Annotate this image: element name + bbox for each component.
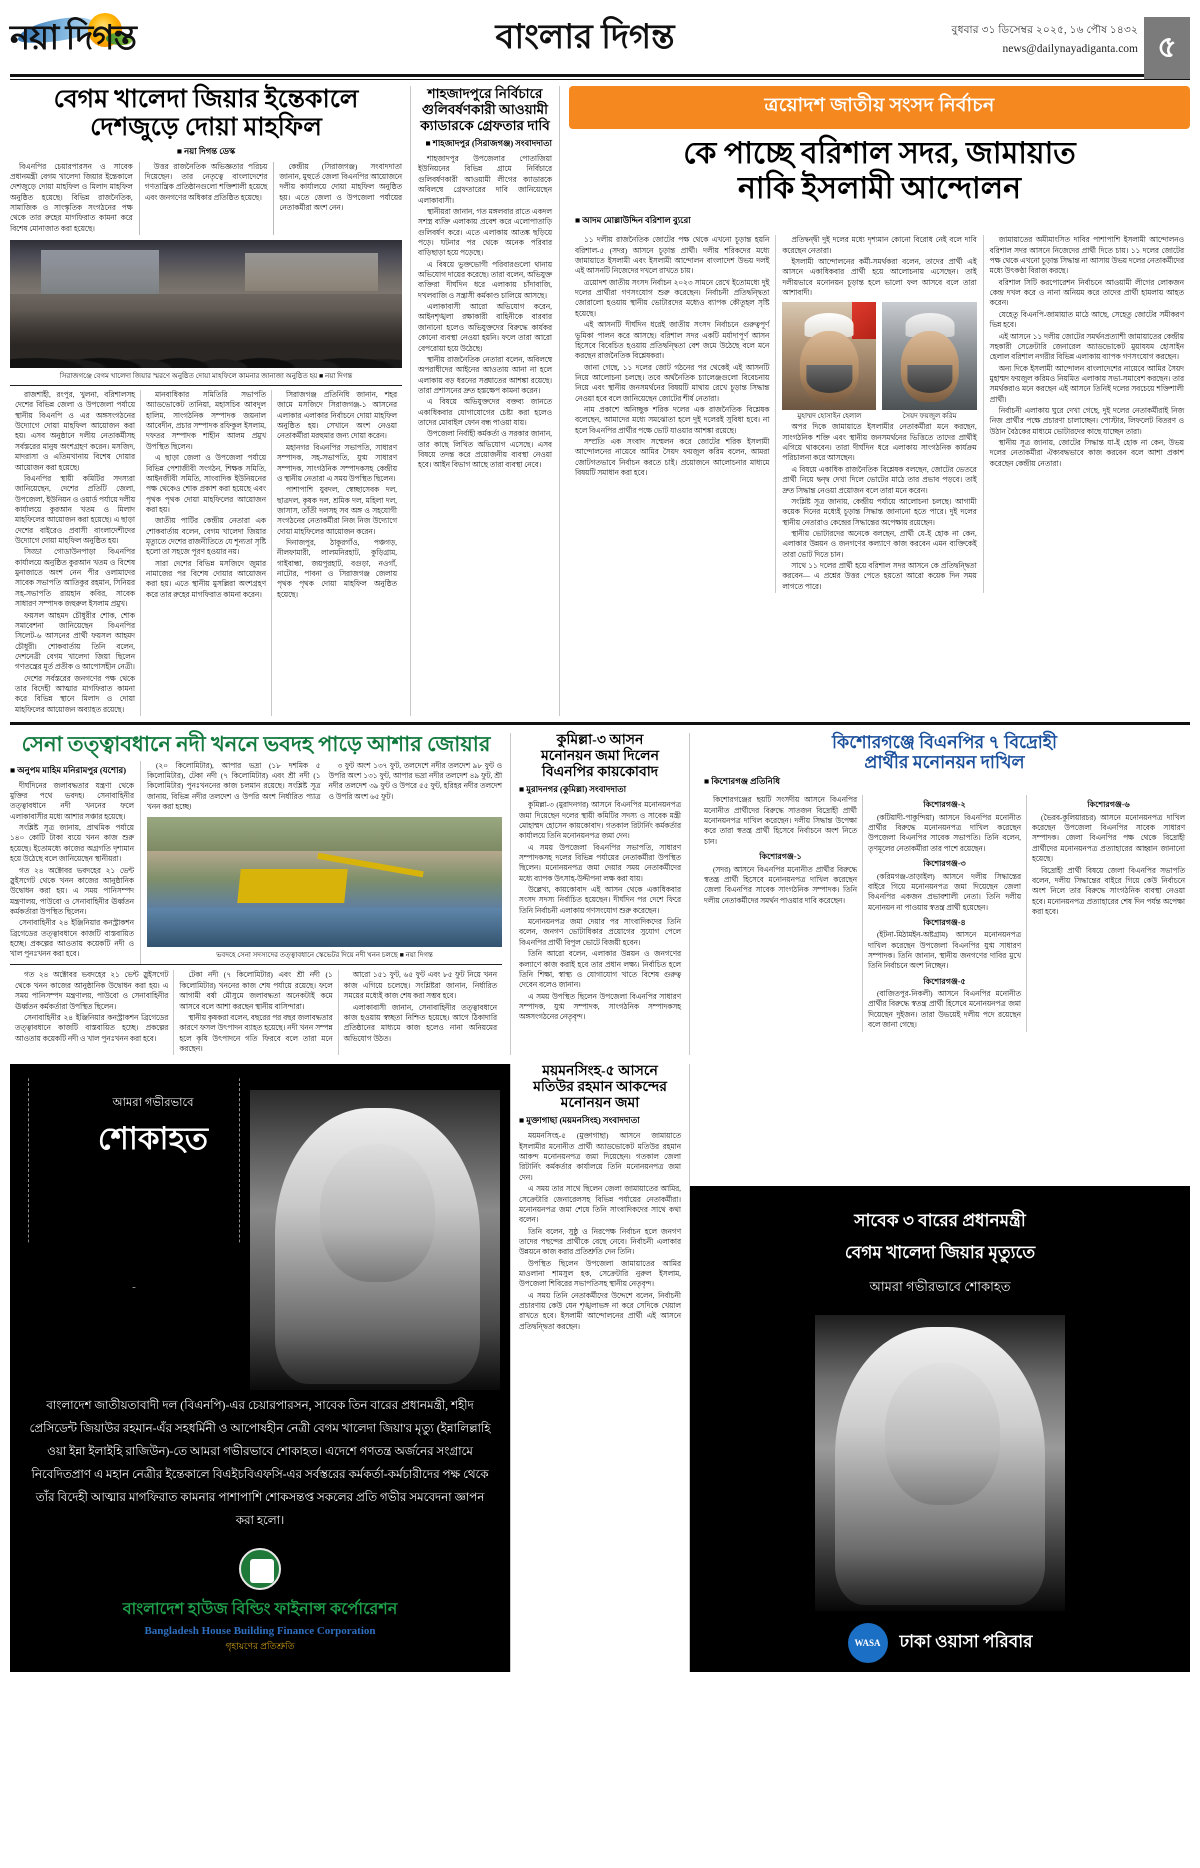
paragraph: এ ছাড়া জেলা ও উপজেলা পর্যায়ে বিভিন্ন পেশাজীবী সংগঠন, শিক্ষক সমিতি, আইনজীবী সমিতি, সাংবাদিক ইউনিয়নের পক্ষ থেকেও শোক প্রকাশ করা হয়েছে এবং পৃথক পৃথক দোয়া মাহফিলের আয়োজন করা হয়।: [146, 453, 266, 514]
paragraph: এই আসনটি দীর্ঘদিন ধরেই জাতীয় সংসদ নির্বাচনে গুরুত্বপূর্ণ ভূমিকা পালন করে আসছে। বরিশাল সদর একটি মর্যাদাপূর্ণ আসন হিসেবে বিবেচিত হওয়ায় প্রতিদ্বন্দ্বিতা বেশ জমে উঠেছে বলে মনে করছেন রাজনৈতিক বিশ্লেষকরা।: [575, 320, 770, 361]
cumilla-headline-line3: বিএনপির কায়কোবাদ: [541, 764, 659, 780]
paragraph: শাহজাদপুর উপজেলার পোতাজিয়া ইউনিয়নের বিভিন্ন গ্রামে নির্বিচারে গুলিবর্ষণকারী আওয়ামী লীগের ক্যাডারকে অবিলম্বে গ্রেফতারের দাবি জানিয়েছেন এলাকাবাসী।: [418, 154, 552, 205]
khaleda-col-2: [140, 390, 271, 716]
paragraph: (ইটনা-মিঠামইন-অষ্টগ্রাম) আসনে মনোনয়নপত্র দাখিল করেছেন উপজেলা বিএনপির যুগ্ম সাধারণ সম্পাদক। তিনি জানান, স্থানীয় জনগণের দাবির মুখে তিনি নির্বাচনে অংশ নিচ্ছেন।: [868, 930, 1021, 971]
mid-region: [10, 733, 1190, 1055]
paragraph: সম্প্রতি এক সংবাদ সম্মেলন করে জোটের শরিক ইসলামী আন্দোলনের নায়েবে আমির সৈয়দ ফয়জুল করিম বলেন, আমরা জোটগতভাবে নির্বাচন করতে চাই। প্রয়োজনে আলোচনার মাধ্যমে বিষয়টি সমাধান করা হবে।: [575, 437, 770, 478]
publication-date: বুধবার ৩১ ডিসেম্বর ২০২৫, ১৬ পৌষ ১৪৩২: [951, 25, 1138, 36]
page-number-badge: ৫: [1144, 17, 1190, 79]
paragraph: (বাজিতপুর-নিকলী) আসনে বিএনপির মনোনীত প্রার্থীর বিরুদ্ধে স্বতন্ত্র প্রার্থী হিসেবে মনোনয়নপত্র জমা দিয়েছেন দুইজন। তারা উভয়েই দলীয় পদে রয়েছেন বলে জানা গেছে।: [868, 989, 1021, 1030]
candidate-1-name: মুহাম্মদ হোসাইন হেলাল: [797, 412, 862, 421]
paragraph: গত ২৪ অক্টোবর ভবদহের ২১ ভেন্ট স্লুইসগেট থেকে খনন কাজের আনুষ্ঠানিক উদ্বোধন করা হয়। এ সময় পানিসম্পদ মন্ত্রণালয়, পাউবো ও সেনাবাহিনীর ঊর্ধ্বতন কর্মকর্তারা উপস্থিত ছিলেন।: [15, 970, 169, 1011]
story-mymensingh: [510, 1064, 690, 1672]
paragraph: পাশাপাশি যুবদল, স্বেচ্ছাসেবক দল, ছাত্রদল, কৃষক দল, শ্রমিক দল, মহিলা দল, জাসাস, তাঁতী দলসহ সব অঙ্গ ও সহযোগী সংগঠনের নেতাকর্মীরা নিজ নিজ উদ্যোগে দোয়া মাহফিলের আয়োজন করেন।: [277, 485, 397, 536]
khaleda-headline-line1: বেগম খালেদা জিয়ার ইন্তেকালে: [53, 85, 359, 113]
cumilla-body: [519, 800, 681, 1023]
paragraph: টেকা নদী (৭ কিলোমিটার) এবং শ্রী নদী (১ কিলোমিটার) খননের কাজ শেষ পর্যায়ে রয়েছে। ফলে আগামী বর্ষা মৌসুমে জলাবদ্ধতা অনেকটাই কমে আসবে বলে আশা করছেন স্থানীয় বাসিন্দারা।: [179, 970, 333, 1011]
mymensingh-body: [519, 1131, 681, 1332]
candidate-2: [882, 302, 976, 422]
ad-wasa-line1: সাবেক ৩ বারের প্রধানমন্ত্রী: [854, 1211, 1026, 1231]
crowd-silhouette: [10, 294, 402, 368]
cumilla-byline: ■ মুরাদনগর (কুমিল্লা) সংবাদদাতা: [519, 784, 627, 795]
ad-wasa-line3: আমরা গভীরভাবে শোকাহত: [869, 1279, 1011, 1295]
paragraph: সেনাবাহিনীর ২৪ ইঞ্জিনিয়ার কনস্ট্রাকশন ব্রিগেডের তত্ত্বাবধানে কাজটি বাস্তবায়িত হচ্ছে। প্রকল্পের আওতায় কয়েকটি নদী ও খাল পুনঃখনন করা হবে।: [15, 1012, 169, 1043]
river-col-1: [10, 781, 134, 960]
paragraph: এই আসনে ১১ দলীয় জোটের সমর্থনপ্রত্যাশী জামায়াতের কেন্দ্রীয় সহকারী সেক্রেটারি জেনারেল অ্যাডভোকেট মুয়াযযম হোসাইন হেলাল বরিশাল নগরীর বিভিন্ন এলাকায় ব্যাপক গণসংযোগ করছেন।: [989, 331, 1184, 362]
paragraph: তিনি আরো বলেন, এলাকার উন্নয়ন ও জনগণের কল্যাণে কাজ করাই হবে তার প্রধান লক্ষ্য। নির্বাচিত হলে তিনি শিক্ষা, স্বাস্থ্য ও যোগাযোগ খাতে বিশেষ গুরুত্ব দেবেন বলেও জানান।: [519, 949, 681, 990]
river-photo-caption: ভবদহে সেনা সদস্যদের তত্ত্বাবধানে স্কেভেটর দিয়ে নদী খনন চলছে ■ নয়া দিগন্ত: [216, 951, 433, 960]
khaleda-body-columns: [10, 390, 402, 716]
shahjadpur-headline-line1: শাহজাদপুরে নির্বিচারে: [427, 85, 543, 101]
paragraph: জানা গেছে, ১১ দলের জোট গঠনের পর থেকেই এই আসনটি নিয়ে আলোচনা চলছে। তবে অর্থনৈতিক চ্যালেঞ্জগুলো বিবেচনায় নিয়ে এবং স্থানীয় জনসমর্থনের বিষয়টি মাথায় রেখে চূড়ান্ত সিদ্ধান্ত নেওয়া হবে বলে জানিয়েছেন জোটের শীর্ষ নেতারা।: [575, 362, 770, 403]
paragraph: নাম প্রকাশে অনিচ্ছুক শরিক দলের এক রাজনৈতিক বিশ্লেষক বলেছেন, আমাদের মধ্যে সমঝোতা হলে দুই দলেরই সুবিধা হবে। না হলে বিএনপির প্রার্থীর পক্ষে ভোট যাওয়ার আশঙ্কা রয়েছে।: [575, 405, 770, 435]
candidate-photos: [782, 302, 976, 422]
paragraph: এলাকাবাসী আরো অভিযোগ করেন, আইনশৃঙ্খলা রক্ষাকারী বাহিনীকে বারবার জানানো হলেও অভিযুক্তদের বিরুদ্ধে কার্যকর কোনো ব্যবস্থা নেওয়া হয়নি। ফলে তারা আরো বেপরোয়া হয়ে উঠেছে।: [418, 302, 552, 353]
paragraph: সংশ্লিষ্ট সূত্র জানায়, কেন্দ্রীয় পর্যায়ে আলোচনা চলছে। আগামী কয়েক দিনের মধ্যেই চূড়ান্ত সিদ্ধান্ত জানানো হতে পারে। দুই দলের স্থানীয় নেতারাও কেন্দ্রের সিদ্ধান্তের অপেক্ষায় রয়েছেন।: [782, 496, 977, 527]
kishoreganj-body-columns: [699, 795, 1190, 1031]
bottom-region: [10, 1064, 1190, 1672]
paragraph: সংশ্লিষ্ট সূত্র জানায়, প্রাথমিক পর্যায়ে ১৪০ কোটি টাকা ব্যয়ে খনন কাজ শুরু হয়েছে। ইতোমধ্যে কাজের অগ্রগতি দৃশ্যমান হয়ে উঠেছে বলে জানিয়েছেন স্থানীয়রা।: [10, 823, 134, 864]
candidate-1-photo: [782, 302, 876, 410]
paragraph: এ সময় উপজেলা বিএনপির সভাপতি, সাধারণ সম্পাদকসহ দলের বিভিন্ন পর্যায়ের নেতাকর্মীরা উপস্থিত ছিলেন। মনোনয়নপত্র জমা দেয়ার সময় নেতাকর্মীদের মধ্যে ব্যাপক উৎসাহ-উদ্দীপনা লক্ষ করা যায়।: [519, 842, 681, 883]
paragraph: গত ২৪ অক্টোবর ভবদহের ২১ ভেন্ট স্লুইসগেট থেকে খনন কাজের আনুষ্ঠানিক উদ্বোধন করা হয়। এ সময় পানিসম্পদ মন্ত্রণালয়, পাউবো ও সেনাবাহিনীর ঊর্ধ্বতন কর্মকর্তারা উপস্থিত ছিলেন।: [10, 865, 134, 916]
paragraph: (ভৈরব-কুলিয়ারচর) আসনে মনোনয়নপত্র দাখিল করেছেন উপজেলা বিএনপির সাবেক সাধারণ সম্পাদক। জেলা বিএনপির পক্ষ থেকে বিদ্রোহী প্রার্থীদের মনোনয়নপত্র প্রত্যাহারের আহ্বান জানানো হয়েছে।: [1032, 812, 1185, 864]
ad-wasa: [690, 1064, 1190, 1672]
paragraph: মহানগর বিএনপির সভাপতি, সাধারণ সম্পাদক, সহ-সভাপতি, যুগ্ম সাধারণ সম্পাদক, সাংগঠনিক সম্পাদকসহ কেন্দ্রীয় ও স্থানীয় নেতারা এ সময় উপস্থিত ছিলেন।: [277, 442, 397, 483]
paragraph: বরিশাল সিটি করপোরেশন নির্বাচনে আওয়ামী লীগের লোকজন কেন্দ্র দখল করে ও নানা অনিয়ম করে তাদের প্রার্থী হামলায় আহত করেন।: [989, 277, 1184, 308]
shahjadpur-byline: ■ শাহজাদপুর (সিরাজগঞ্জ) সংবাদদাতা: [425, 138, 552, 149]
ad-bhbfc-small-line: আমরা গভীরভাবে: [112, 1097, 194, 1110]
river-bottom-2: [173, 970, 337, 1055]
portrait-face: [320, 1144, 435, 1282]
divider: [10, 385, 402, 386]
paragraph: বিদ্রোহী প্রার্থী বিষয়ে জেলা বিএনপির সভাপতি বলেন, দলীয় সিদ্ধান্তের বাইরে গিয়ে কেউ নির্বাচনে অংশ নিলে তার বিরুদ্ধে সাংগঠনিক ব্যবস্থা নেওয়া হবে। মনোনয়নপত্র প্রত্যাহারের শেষ দিন পর্যন্ত অপেক্ষা করা হবে।: [1032, 865, 1185, 916]
masthead: [10, 8, 1190, 70]
paragraph: সাথে ১১ দলের প্রার্থী হয়ে বরিশাল সদর আসনে কে প্রতিদ্বন্দ্বিতা করবেন— এ প্রশ্নের উত্তর পেতে হয়তো আরো কয়েক দিন সময় লাগতে পারে।: [782, 561, 977, 591]
paragraph: (কটিয়াদী-পাকুন্দিয়া) আসনে বিএনপির মনোনীত প্রার্থীর বিরুদ্ধে মনোনয়নপত্র দাখিল করেছেন উপজেলা বিএনপির সাবেক সভাপতি। তিনি বলেন, তৃণমূলের নেতাকর্মীরা তার পাশে রয়েছেন।: [868, 812, 1021, 853]
river-water: [147, 908, 502, 947]
riverbank: [147, 817, 502, 851]
kishoreganj-col-2: [862, 795, 1026, 1031]
paragraph: এ সময় তিনি নেতাকর্মীদের উদ্দেশে বলেন, নির্বাচনী প্রচারণায় কেউ যেন শৃঙ্খলাভঙ্গ না করে সেদিকে খেয়াল রাখতে হবে। ইসলামী আন্দোলনের প্রার্থী এই আসনে প্রতিদ্বন্দ্বিতা করছেন।: [519, 1290, 681, 1331]
paragraph: সারা দেশের বিভিন্ন মসজিদে জুমার নামাজের পর বিশেষ দোয়ার আয়োজন করা হয়। এতে স্থানীয় মুসল্লিরা অংশগ্রহণ করে তার রুহের মাগফিরাত কামনা করেন।: [146, 558, 266, 599]
paragraph: ময়মনসিংহ-৫ (মুক্তাগাছা) আসনে জামায়াতে ইসলামীর মনোনীত প্রার্থী অ্যাডভোকেট মতিউর রহমান আকন্দ মনোনয়নপত্র জমা দিয়েছেন। গতকাল জেলা রিটার্নিং কর্মকর্তার কার্যালয়ে তিনি মনোনয়নপত্র জমা দেন।: [519, 1131, 681, 1182]
paragraph: ইসলামী আন্দোলনের কর্মী-সমর্থকরা বলেন, তাদের প্রার্থী এই আসনে একাধিকবার প্রার্থী হয়ে আলোচনায় এসেছেন। তাই দলীয়ভাবে মনোনয়ন চূড়ান্ত হলে ভালো ফল আসবে বলে তারা আশাবাদী।: [782, 257, 977, 298]
river-body-columns: [10, 970, 502, 1055]
paragraph: এ বিষয়ে একাধিক রাজনৈতিক বিশ্লেষক বলছেন, জোটের ভেতরে প্রার্থী নিয়ে দ্বন্দ্ব দেখা দিলে ভোটের মাঠে তার প্রভাব পড়বে। তাই দ্রুত সিদ্ধান্ত নেওয়া প্রয়োজন বলে তারা মনে করেন।: [782, 464, 977, 495]
paragraph: ৩ ফুট অংশ ১৩৭ ফুট, তলদেশে নদীর তলদেশ ৯৮ ফুট ও উপরি অংশ ১৩১ ফুট, আপার ভদ্রা নদীর তলদেশ ৪৯ ফুট, শ্রী নদীর তলদেশ ৩৯ ফুট ও উপরে ৫৫ ফুট, হরিহর নদীর তলদেশ ও উপরি অংশ ৬৫ ফুট।: [328, 760, 502, 801]
paragraph: স্থানীয় ভোটারদের অনেকে বলছেন, প্রার্থী যে-ই হোক না কেন, এলাকার উন্নয়ন ও জনগণের কল্যাণে কাজ করবেন এমন ব্যক্তিকেই তারা ভোট দিতে চান।: [782, 528, 977, 559]
paragraph: নির্বাচনী এলাকায় ঘুরে দেখা গেছে, দুই দলের নেতাকর্মীরাই নিজ নিজ প্রার্থীর পক্ষে প্রচারণা চালাচ্ছেন। পোস্টার, লিফলেট বিতরণ ও উঠান বৈঠকের মাধ্যমে ভোটারদের কাছে যাচ্ছেন তারা।: [989, 406, 1184, 436]
khaleda-intro-2: [139, 162, 268, 236]
paragraph: কুমিল্লা-৩ (মুরাদনগর) আসনে বিএনপির মনোনয়নপত্র জমা দিয়েছেন দলের স্থায়ী কমিটির সদস্য ও সাবেক মন্ত্রী মোহাম্মদ হোসেন কায়কোবাদ। গতকাল রিটার্নিং কর্মকর্তার কার্যালয়ে তিনি মনোনয়নপত্র জমা দেন।: [519, 800, 681, 841]
masthead-rule-thin: [10, 79, 1190, 80]
masthead-right: [930, 23, 1190, 64]
flag-accent: [852, 302, 876, 339]
seat-label-6: কিশোরগঞ্জ-৬: [1087, 800, 1130, 810]
paragraph: অন্য দিকে ইসলামী আন্দোলন বাংলাদেশের নায়েবে আমির সৈয়দ মুহাম্মদ ফয়জুল করিমও নিয়মিত এলাকায় সভা-সমাবেশ করছেন। তার সমর্থকরাও মনে করছেন এই আসনে তিনিই দলের সবচেয়ে শক্তিশালী প্রার্থী।: [989, 363, 1184, 404]
shahjadpur-headline-line2: গুলিবর্ষণকারী আওয়ামী: [422, 101, 548, 117]
ad-bhbfc-logo-block: [10, 1548, 510, 1654]
river-right-block: [140, 761, 502, 965]
logo-mark: [10, 11, 228, 67]
paragraph: সিরাজগঞ্জ প্রতিনিধি জানান, শহর জামে মসজিদে সিরাজগঞ্জ-১ আসনের এলাকার এলাকার নির্বাচনে দোয়া মাহফিল অনুষ্ঠিত হয়। সেখানে অংশ নেওয়া নেতাকর্মীরা মরহুমার জন্য দোয়া করেন।: [277, 390, 397, 441]
barishal-col-1: [569, 235, 775, 593]
khaleda-photo-caption: সিরাজগঞ্জে বেগম খালেদা জিয়ার স্মরণে অনুষ্ঠিত দোয়া মাহফিলে কামনার জানাজা অনুষ্ঠিত হয় ■ নয়া দিগন্ত: [59, 372, 353, 381]
beard: [907, 365, 952, 393]
ad-bhbfc-tagline: গৃহায়ণের প্রতিশ্রুতি: [225, 1641, 295, 1652]
ad-wasa-panel: [690, 1186, 1190, 1672]
mymensingh-headline-line3: মনোনয়ন জমা: [560, 1095, 640, 1111]
paragraph: এ বিষয়ে অভিযুক্তদের বক্তব্য জানতে একাধিকবার যোগাযোগের চেষ্টা করা হলেও তাদের মোবাইল ফোন বন্ধ পাওয়া যায়।: [418, 397, 552, 428]
river-byline: ■ অনুপম মাহিম মনিরামপুর (যশোর): [10, 764, 127, 775]
paragraph: ফয়সল আহমদ চৌধুরীর শোক, শোক সমাবেশনা জানিয়েছেন বিএনপির সিলেট-৬ আসনের প্রার্থী ফয়সল আহমদ চৌধুরী। শোকবার্তায় তিনি বলেন, দেশনেত্রী বেগম খালেদা জিয়া ছিলেন গণতন্ত্রের মূর্ত প্রতীক ও আপোসহীন নেত্রী।: [15, 610, 135, 672]
story-barishal: [560, 86, 1190, 717]
beard: [807, 365, 852, 393]
paragraph: জাতীয় পার্টির কেন্দ্রীয় নেতারা এক শোকবার্তায় বলেন, বেগম খালেদা জিয়ার মৃত্যুতে দেশের রাজনীতিতে যে শূন্যতা সৃষ্টি হলো তা সহজে পূরণ হওয়ার নয়।: [146, 516, 266, 557]
ad-bhbfc-org-en: Bangladesh House Building Finance Corporation: [144, 1625, 376, 1638]
khaleda-photo: [10, 240, 402, 368]
ad-bhbfc-org-bn: বাংলাদেশ হাউজ বিল্ডিং ফাইনান্স কর্পোরেশন: [122, 1601, 398, 1619]
paragraph: জামায়াতের অমীমাংসিত দাবির পাশাপাশি ইসলামী আন্দোলনও বরিশাল সদর আসনে নিজেদের প্রার্থী দিতে চায়। ১১ দলের জোটের পক্ষ থেকে এখনো চূড়ান্ত সিদ্ধান্ত না আসায় উভয় দলের নেতাকর্মীদের মধ্যে উৎকণ্ঠা বিরাজ করছে।: [989, 235, 1184, 276]
kishoreganj-headline-line1: কিশোরগঞ্জে বিএনপির ৭ বিদ্রোহী: [832, 732, 1057, 753]
kishoreganj-col-1: [699, 795, 862, 1031]
mymensingh-byline: ■ মুক্তাগাছা (ময়মনসিংহ) সংবাদদাতা: [519, 1115, 640, 1126]
khaleda-portrait: [250, 1090, 500, 1390]
election-banner: ত্রয়োদশ জাতীয় সংসদ নির্বাচন: [569, 86, 1190, 129]
paragraph: (২০ কিলোমিটার), আপার ভদ্রা (১৮ দশমিক ৫ কিলোমিটার), টেকা নদী (৭ কিলোমিটার) এবং শ্রী নদী (১ কিলোমিটার) পুনঃখননের কাজ চলমান রয়েছে। সংশ্লিষ্ট সূত্র জানায়, বিভিন্ন নদীর তলদেশ ও উপরি অংশ নির্ধারিত প্যাত্র খনন করা হচ্ছে।: [147, 760, 321, 812]
candidate-1: [782, 302, 876, 422]
paragraph: দীর্ঘদিনের জলাবদ্ধতার যন্ত্রণা থেকে মুক্তির পথে ভবদহ। সেনাবাহিনীর তত্ত্বাবধানে নদী খননের ফলে এলাকাবাসীর মধ্যে আশার সঞ্চার হয়েছে।: [10, 780, 134, 821]
barishal-headline-line1: কে পাচ্ছে বরিশাল সদর, জামায়াত: [683, 136, 1076, 170]
barishal-body-columns: [569, 235, 1190, 593]
paragraph: এলাকাবাসী জানান, সেনাবাহিনীর তত্ত্বাবধানে কাজ হওয়ায় স্বচ্ছতা নিশ্চিত হয়েছে। আগে ঠিকাদারি প্রতিষ্ঠানের মাধ্যমে কাজ হলেও নানা অনিয়মের অভিযোগ উঠত।: [343, 1002, 497, 1043]
river-col-2-top: [147, 761, 321, 814]
top-region: [10, 86, 1190, 717]
paragraph: স্থানীয় রাজনৈতিক নেতারা বলেন, অবিলম্বে অপরাধীদের আইনের আওতায় আনা না হলে এলাকায় বড় ধরনের সঙ্ঘাতের আশঙ্কা রয়েছে। তারা প্রশাসনের দ্রুত হস্তক্ষেপ কামনা করেন।: [418, 354, 552, 395]
paragraph: সেনাবাহিনীর ২৪ ইঞ্জিনিয়ার কনস্ট্রাকশন ব্রিগেডের তত্ত্বাবধানে কাজটি বাস্তবায়িত হচ্ছে। প্রকল্পের আওতায় কয়েকটি নদী ও খাল পুনঃখনন করা হবে।: [10, 918, 134, 959]
story-river: [10, 733, 510, 1055]
paragraph: যেহেতু বিএনপি-জামায়াত মাঠে আছে, সেহেতু জোটের সমীকরণ ভিন্ন হবে।: [989, 309, 1184, 330]
cumilla-headline-line2: মনোনয়ন জমা দিলেন: [541, 748, 659, 764]
candidate-2-photo: [882, 302, 976, 410]
masthead-center: [240, 11, 930, 68]
paragraph: মানবাধিকার সমিতিরি সভাপতি অ্যাডভোকেট তানিয়া, মহাসচিব আবদুল হালিম, সাংগঠনিক সম্পাদক জয়নাল আবেদীন, প্রচার সম্পাদক রফিকুল ইসলাম, দফতর সম্পাদক শাহীন আলম প্রমুখ উপস্থিত ছিলেন।: [146, 390, 266, 451]
paragraph: সিড্ডা গোডাউনপাড়া বিএনপির কার্যালয়ে অনুষ্ঠিত কুরআন খতম ও বিশেষ মুনাজাতে অংশ নেন পীর ওলামাদের সাবেক সভাপতি আতিকুর রহমান, সিনিয়র সহ-সভাপতি রায়হান কবির, সাবেক সাধারণ সম্পাদক জহুরুল ইসলাম প্রমুখ।: [15, 547, 135, 609]
khaleda-portrait-2: [815, 1315, 1065, 1611]
seat-label-4: কিশোরগঞ্জ-৪: [923, 917, 966, 927]
story-khaleda: [10, 86, 410, 717]
paragraph: স্থানীয় সূত্র জানায়, জোটের সিদ্ধান্ত যা-ই হোক না কেন, উভয় দলের নেতাকর্মীরা ঐক্যবদ্ধভাবে কাজ করবেন বলে আশা প্রকাশ করেছেন কেন্দ্রীয় নেতারা।: [989, 438, 1184, 468]
supplement-title: বাংলার দিগন্ত: [495, 18, 675, 56]
candidate-2-name: সৈয়দ ফয়জুল করিম: [902, 412, 957, 421]
contact-email[interactable]: news@dailynayadiganta.com: [1002, 43, 1138, 55]
masthead-rule: [10, 74, 1190, 77]
divider: [10, 964, 502, 965]
river-col-3-top: [329, 761, 503, 814]
khaleda-intro: [10, 162, 133, 236]
river-bottom-1: [10, 970, 173, 1055]
paragraph: এ সময় উপস্থিত ছিলেন উপজেলা বিএনপির সাধারণ সম্পাদক, যুগ্ম সম্পাদক, সাংগঠনিক সম্পাদকসহ অঙ্গসংগঠনের নেতৃবৃন্দ।: [519, 991, 681, 1022]
ad-wasa-logo-block: [706, 1623, 1174, 1663]
paragraph: অপর দিকে জামায়াতে ইসলামীর নেতাকর্মীরা মনে করছেন, সাংগঠনিক শক্তি এবং স্থানীয় জনসমর্থনের ভিত্তিতে তাদের প্রার্থীই এগিয়ে থাকবেন। তারা দীর্ঘদিন ধরে এলাকায় সাংগঠনিক কার্যক্রম পরিচালনা করে আসছেন।: [782, 422, 977, 463]
paragraph: ত্রয়োদশ জাতীয় সংসদ নির্বাচন ২০২৩ সামনে রেখে ইতোমধ্যে দুই দলের প্রার্থীরা গণসংযোগ শুরু করেছেন। নির্বাচনী প্রতিদ্বন্দ্বিতা জোরালো হওয়ায় স্থানীয় ভোটারদের মধ্যেও ব্যাপক কৌতূহল সৃষ্টি হয়েছে।: [575, 277, 770, 318]
paragraph: এ সময় তার সাথে ছিলেন জেলা জামায়াতের আমির, সেক্রেটারি জেনারেলসহ বিভিন্ন পর্যায়ের নেতাকর্মীরা। মনোনয়নপত্র জমা শেষে তিনি সাংবাদিকদের সাথে কথা বলেন।: [519, 1184, 681, 1225]
khaleda-intro-text: বিএনপির চেয়ারপারসন ও সাবেক প্রধানমন্ত্রী বেগম খালেদা জিয়ার ইন্তেকালে দেশজুড়ে দোয়া মাহফিল ও মিলাদ মাহফিল অনুষ্ঠিত হয়েছে। বিভিন্ন রাজনৈতিক, সামাজিক ও সাংস্কৃতিক সংগঠনের পক্ষ থেকে তার রুহের মাগফিরাত কামনা করে বিশেষ মোনাজাত করা হয়েছে।: [10, 161, 133, 233]
barishal-byline: ■ আদম মোল্লাউদ্দিন বরিশাল ব্যুরো: [575, 215, 691, 226]
portrait-face: [885, 1363, 1000, 1505]
khaleda-intro-text-3: কেন্দ্রীয় (সিরাজগঞ্জ) সংবাদদাতা জানান, মুহুর্তে জেলা বিএনপির আয়োজনে দলীয় কার্যালয়ে দোয়া মাহফিল অনুষ্ঠিত হয়। এতে জেলা ও উপজেলা পর্যায়ের নেতাকর্মীরা অংশ নেন।: [279, 161, 403, 212]
story-kishoreganj: [690, 733, 1190, 1055]
kishoreganj-byline: ■ কিশোরগঞ্জ প্রতিনিধি: [704, 776, 781, 787]
paragraph: কিশোরগঞ্জের ছয়টি সংসদীয় আসনে বিএনপির মনোনীত প্রার্থীদের বিরুদ্ধে সাতজন বিদ্রোহী প্রার্থী মনোনয়নপত্র দাখিল করেছেন। দলীয় সিদ্ধান্ত উপেক্ষা করে তারা স্বতন্ত্র প্রার্থী হিসেবে নির্বাচনে অংশ নিতে চান।: [704, 795, 857, 846]
mourning-ribbon: [28, 1078, 240, 1288]
river-left-col: [10, 761, 140, 965]
barishal-col-2: [775, 235, 982, 593]
river-bottom-3: [338, 970, 502, 1055]
story-shahjadpur: [410, 86, 560, 717]
seat-label-3: কিশোরগঞ্জ-৩: [923, 859, 966, 869]
cumilla-headline-line1: কুমিল্লা-৩ আসন: [556, 733, 644, 749]
story-cumilla: [510, 733, 690, 1055]
ad-bhbfc-panel: [10, 1064, 510, 1672]
paragraph: (সদর) আসনে বিএনপির মনোনীত প্রার্থীর বিরুদ্ধে স্বতন্ত্র প্রার্থী হিসেবে মনোনয়নপত্র দাখিল করেছেন জেলা বিএনপির সাবেক সাংগঠনিক সম্পাদক। তিনি দলীয় নেতাকর্মীদের সমর্থন পাওয়ার দাবি করেছেন।: [704, 864, 857, 905]
ad-wasa-spacer: [690, 1064, 1190, 1186]
ad-wasa-org: ঢাকা ওয়াসা পরিবার: [899, 1632, 1033, 1652]
paragraph: এ বিষয়ে ভুক্তভোগী পরিবারগুলো থানায় অভিযোগ দায়ের করেছে। তারা বলেন, অভিযুক্ত ব্যক্তিরা দীর্ঘদিন ধরে এলাকায় চাঁদাবাজি, দখলবাজি ও সন্ত্রাসী কর্মকাণ্ড চালিয়ে আসছে।: [418, 259, 552, 300]
seat-label-2: কিশোরগঞ্জ-২: [923, 800, 966, 810]
shahjadpur-headline-line3: ক্যাডারকে গ্রেফতার দাবি: [420, 117, 550, 133]
paragraph: মনোনয়নপত্র জমা দেয়ার পর সাংবাদিকদের তিনি বলেন, জনগণ ভোটাধিকার প্রয়োগের সুযোগ পেলে বিএনপির প্রার্থী বিপুল ভোটে বিজয়ী হবেন।: [519, 917, 681, 947]
mymensingh-headline-line1: ময়মনসিংহ-৫ আসনে: [542, 1064, 658, 1080]
paragraph: তিনি বলেন, সুষ্ঠু ও নিরপেক্ষ নির্বাচন হলে জনগণ তাদের পছন্দের প্রার্থীকে বেছে নেবে। নির্বাচনী এলাকার উন্নয়নে কাজ করার প্রতিশ্রুতি দেন তিনি।: [519, 1226, 681, 1257]
paragraph: রাজশাহী, রংপুর, খুলনা, বরিশালসহ দেশের বিভিন্ন জেলা ও উপজেলা পর্যায়ে স্থানীয় বিএনপি ও এর অঙ্গসংগঠনের উদ্যোগে দোয়া মাহফিল আয়োজন করা হয়। এসব অনুষ্ঠানে দলীয় নেতাকর্মীসহ সর্বস্তরের মানুষ অংশগ্রহণ করেন। মসজিদ, মাদরাসা ও এতিমখানায় বিশেষ দোয়ার আয়োজন করা হয়েছে।: [15, 390, 135, 472]
paragraph: ১১ দলীয় রাজনৈতিক জোটের পক্ষ থেকে এখনো চূড়ান্ত হয়নি বরিশাল-৫ (সদর) আসনে চূড়ান্ত প্রার্থী। দলীয় শরিকদের মধ্যে জামায়াতে ইসলামী এবং ইসলামী আন্দোলন বাংলাদেশ উভয় দলই এই আসনটি নিজেদের দখলে রাখতে চায়।: [575, 235, 770, 276]
shahjadpur-body: [418, 154, 552, 471]
barishal-col-3: [983, 235, 1190, 593]
bhbfc-seal-icon: [239, 1548, 281, 1590]
paragraph: বিএনপির স্থায়ী কমিটির সদস্যরা জানিয়েছেন, দেশের প্রতিটি জেলা, উপজেলা, ইউনিয়ন ও ওয়ার্ড পর্যায়ে দলীয় কার্যালয়ে কুরআন খতম ও মিলাদ মাহফিলের আয়োজন করা হয়েছে। এ ছাড়া দেশের বাইরেও প্রবাসী বাংলাদেশীদের উদ্যোগে দোয়া মাহফিল অনুষ্ঠিত হয়।: [15, 473, 135, 546]
paragraph: উপস্থিত ছিলেন উপজেলা জামায়াতের আমির মাওলানা শামসুল হক, সেক্রেটারি নুরুল ইসলাম, উপজেলা শিবিরের সভাপতিসহ স্থানীয় নেতৃবৃন্দ।: [519, 1258, 681, 1289]
khaleda-col-3: [271, 390, 402, 716]
paragraph: উল্লেখ্য, কায়কোবাদ এই আসন থেকে একাধিকবার সংসদ সদস্য নির্বাচিত হয়েছেন। দীর্ঘদিন পর দেশে ফিরে তিনি নির্বাচনী এলাকায় গণসংযোগ শুরু করেছেন।: [519, 885, 681, 915]
seat-label-5: কিশোরগঞ্জ-৫: [923, 976, 966, 986]
ad-bhbfc-body: বাংলাদেশ জাতীয়তাবাদী দল (বিএনপি)-এর চেয়ারপারসন, সাবেক তিন বারের প্রধানমন্ত্রী, শহীদ প্রেসিডেন্ট জিয়াউর রহমান-এঁর সহধর্মিনী ও আপোষহীন নেত্রী বেগম খালেদা জিয়া'র মৃত্যু (ইন্নালিল্লাহি ওয়া ইন্না ইলাইহি রাজিউন)-তে আমরা গভীরভাবে শোকাহত। এদেশে গণতন্ত্র অর্জনের সংগ্রামে নিবেদিতপ্রাণ এ মহান নেত্রীর ইন্তেকালে বিএইচবিএফসি-এর সর্বস্তরের কর্মকর্তা-কর্মচারীদের পক্ষ থেকে তাঁর বিদেহী আত্মার মাগফিরাত কামনার পাশাপাশি শোকসন্তপ্ত সকলের প্রতি গভীর সমবেদনা জ্ঞাপন করা হলো।: [29, 1398, 491, 1528]
mymensingh-headline-line2: মতিউর রহমান আকন্দের: [533, 1080, 667, 1096]
paragraph: স্থানীয়রা জানান, গত মঙ্গলবার রাতে একদল সশস্ত্র ব্যক্তি এলাকায় প্রবেশ করে এলোপাতাড়ি গুলিবর্ষণ করে। এতে এলাকায় আতঙ্ক ছড়িয়ে পড়ে। ঘটনার পর থেকে অনেক পরিবার বাড়িছাড়া হয়ে পড়েছে।: [418, 206, 552, 258]
paragraph: আরো ১৫১ ফুট, ৬৫ ফুট এবং ৮৫ ফুট নিয়ে খনন কাজ এগিয়ে চলেছে। সংশ্লিষ্টরা জানান, নির্ধারিত সময়ের মধ্যেই কাজ শেষ করা সম্ভব হবে।: [343, 970, 497, 1001]
kishoreganj-col-3: [1026, 795, 1190, 1031]
paragraph: (করিমগঞ্জ-তাড়াইল) আসনে দলীয় সিদ্ধান্তের বাইরে গিয়ে মনোনয়নপত্র জমা দিয়েছেন জেলা বিএনপির একজন প্রভাবশালী নেতা। তিনি দলীয় মনোনয়ন না পাওয়ায় স্বতন্ত্র প্রার্থী হয়েছেন।: [868, 871, 1021, 912]
khaleda-intro-text-2: উত্তর রাজনৈতিক অভিজ্ঞতার পরিচয় দিয়েছেন। তার নেতৃত্বে বাংলাদেশের গণতান্ত্রিক প্রতিষ্ঠানগুলো শক্তিশালী হয়েছে এবং জনগণের অধিকার প্রতিষ্ঠিত হয়েছে।: [144, 161, 268, 202]
paragraph: দেশের সর্বস্তরের জনগণের পক্ষ থেকে তার বিদেহী আত্মার মাগফিরাত কামনা করে বিভিন্ন স্থানে মিলাদ ও দোয়া মাহফিলের আয়োজন অব্যাহত রয়েছে।: [15, 673, 135, 714]
newspaper-logo[interactable]: [10, 11, 240, 67]
khaleda-intro-3: [273, 162, 402, 236]
ad-bhbfc: [10, 1064, 510, 1672]
kishoreganj-headline-line2: প্রার্থীর মনোনয়ন দাখিল: [864, 751, 1025, 772]
ad-wasa-line2: বেগম খালেদা জিয়ার মৃত্যুতে: [844, 1243, 1036, 1263]
excavator: [238, 869, 348, 903]
barishal-headline-line2: নাকি ইসলামী আন্দোলন: [738, 171, 1021, 205]
logo-text: নয়া দিগন্ত: [10, 20, 136, 57]
river-headline: সেনা তত্ত্বাবধানে নদী খননে ভবদহ পাড়ে আশার জোয়ার: [21, 732, 491, 757]
section-divider: [10, 722, 1190, 725]
wasa-drop-icon: WASA: [848, 1623, 888, 1663]
paragraph: উপজেলা নির্বাহী কর্মকর্তা ও সরকার জানান, তার কাছে লিখিত অভিযোগ এসেছে। এসব বিষয়ে তদন্ত করে প্রয়োজনীয় ব্যবস্থা নেওয়া হবে। আইন বিভাগ আছে তারা ব্যবস্থা নেবে।: [418, 429, 552, 470]
khaleda-col-1: [10, 390, 140, 716]
ad-bhbfc-big-line: শোকাহত: [97, 1121, 209, 1157]
khaleda-byline: ■ নয়া দিগন্ত ডেস্ক: [176, 145, 236, 156]
paragraph: প্রতিদ্বন্দ্বী দুই দলের মধ্যে দৃশ্যমান কোনো বিরোধ নেই বলে দাবি করেছেন নেতারা।: [782, 235, 977, 255]
seat-label-1: কিশোরগঞ্জ-১: [759, 852, 802, 862]
paragraph: স্থানীয় কৃষকরা বলেন, বছরের পর বছর জলাবদ্ধতার কারণে ফসল উৎপাদন ব্যাহত হয়েছে। নদী খনন সম্পন্ন হলে কৃষি উৎপাদনে গতি ফিরবে বলে তারা মনে করছেন।: [179, 1012, 333, 1053]
khaleda-headline-line2: দেশজুড়ে দোয়া মাহফিল: [90, 113, 322, 141]
river-photo: [147, 817, 502, 947]
paragraph: দিনাজপুর, ঠাকুরগাঁও, পঞ্চগড়, নীলফামারী, লালমনিরহাট, কুড়িগ্রাম, গাইবান্ধা, জয়পুরহাট, বগুড়া, নওগাঁ, নাটোর, পাবনা ও সিরাজগঞ্জ জেলায় পৃথক পৃথক দোয়া মাহফিল অনুষ্ঠিত হয়েছে।: [277, 538, 397, 599]
